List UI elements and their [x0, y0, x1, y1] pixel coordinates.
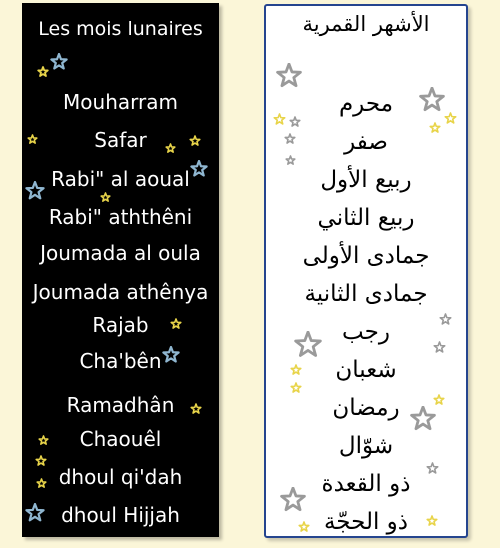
french-month-6: Joumada athênya: [32, 280, 209, 304]
arabic-month-3: ربيع الأول: [320, 167, 412, 193]
star-icon: [294, 331, 322, 359]
french-month-4: Rabi" aththêni: [48, 205, 193, 229]
star-icon: [38, 435, 49, 446]
star-icon: [37, 66, 49, 78]
arabic-month-7: رجب: [342, 319, 390, 345]
star-icon: [285, 155, 296, 166]
star-icon: [273, 113, 286, 126]
star-icon: [433, 394, 445, 406]
french-month-9: Ramadhân: [66, 393, 175, 417]
french-month-5: Joumada al oula: [40, 241, 201, 265]
arabic-title: الأشهر القمرية: [302, 12, 430, 36]
star-icon: [50, 53, 68, 71]
french-months-panel: [22, 3, 219, 537]
star-icon: [190, 403, 202, 415]
arabic-month-10: شوّال: [338, 433, 394, 459]
star-icon: [25, 503, 45, 523]
star-icon: [284, 133, 296, 145]
french-month-10: Chaouêl: [79, 427, 162, 451]
star-icon: [170, 318, 182, 330]
star-icon: [298, 521, 310, 533]
french-month-2: Safar: [94, 128, 147, 152]
star-icon: [25, 181, 45, 201]
french-title: Les mois lunaires: [38, 18, 203, 40]
star-icon: [433, 341, 446, 354]
star-icon: [280, 487, 306, 513]
star-icon: [289, 116, 301, 128]
star-icon: [419, 87, 445, 113]
arabic-month-2: صفر: [344, 129, 388, 155]
star-icon: [35, 455, 47, 467]
french-month-12: dhoul Hijjah: [61, 503, 180, 527]
arabic-month-11: ذو القعدة: [321, 471, 411, 497]
french-month-3: Rabi" al aoual: [51, 167, 190, 191]
arabic-month-12: ذو الحجّة: [323, 509, 409, 535]
star-icon: [276, 63, 302, 89]
star-icon: [426, 515, 438, 527]
star-icon: [36, 478, 47, 489]
arabic-month-8: شعبان: [335, 357, 397, 383]
star-icon: [426, 462, 439, 475]
star-icon: [162, 346, 180, 364]
star-icon: [429, 122, 441, 134]
star-icon: [410, 406, 436, 432]
star-icon: [165, 143, 176, 154]
star-icon: [444, 112, 457, 125]
star-icon: [100, 192, 111, 203]
star-icon: [439, 313, 452, 326]
arabic-month-5: جمادى الأولى: [302, 243, 430, 269]
arabic-month-6: جمادى الثانية: [304, 281, 428, 307]
star-icon: [189, 135, 201, 147]
arabic-month-1: محرم: [338, 91, 394, 117]
star-icon: [190, 160, 208, 178]
french-month-7: Rajab: [92, 313, 149, 337]
star-icon: [27, 134, 38, 145]
french-month-11: dhoul qi'dah: [58, 465, 183, 489]
star-icon: [290, 382, 302, 394]
arabic-month-9: رمضان: [332, 395, 400, 421]
star-icon: [290, 364, 302, 376]
french-month-8: Cha'bên: [79, 349, 162, 373]
french-month-1: Mouharram: [63, 90, 178, 114]
arabic-month-4: ربيع الثاني: [317, 205, 415, 231]
